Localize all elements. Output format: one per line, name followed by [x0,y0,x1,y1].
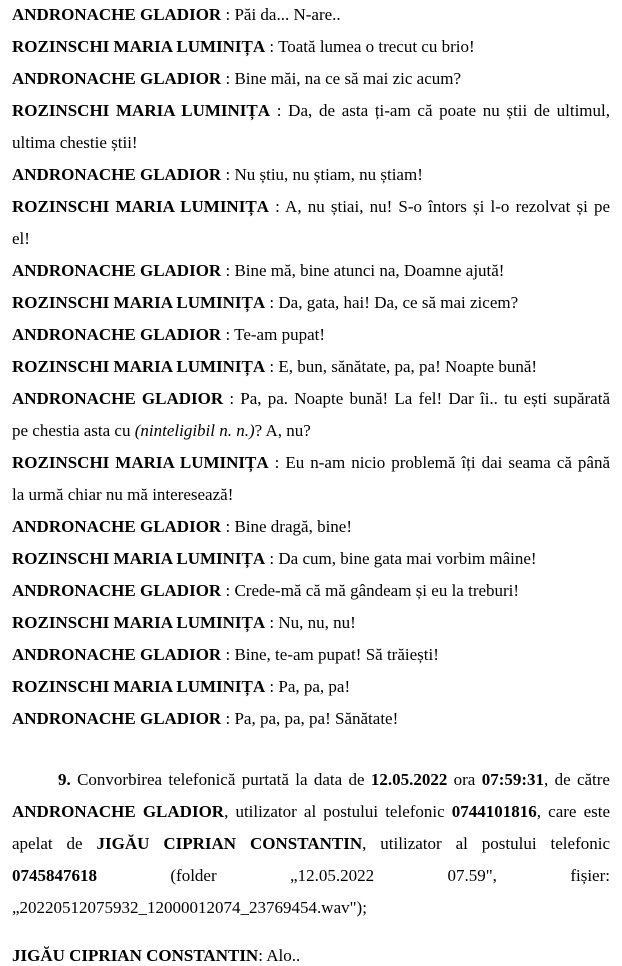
speaker-name: ANDRONACHE GLADIOR [12,325,222,344]
transcript-line-continuation: pe chestia asta cu (ninteligibil n. n.)? A, nu? [12,421,311,440]
call-paragraph-line [12,866,610,886]
utterance: Da cum, bine gata mai vorbim mâine! [278,549,537,568]
utterance: Bine măi, na ce să mai zic acum? [234,69,462,88]
transcript-line-continuation [12,229,610,249]
call-date: 12.05.2022 [370,770,448,789]
caller-name: ANDRONACHE GLADIOR [12,802,225,821]
utterance: Bine dragă, bine! [234,517,352,536]
utterance: Pa, pa, pa! [278,677,351,696]
speaker-name: ROZINSCHI MARIA LUMINIȚA [12,101,271,120]
utterance: Nu știu, nu știam, nu știam! [234,165,423,184]
transcript-line: ROZINSCHI MARIA LUMINIȚA : Toată lumea o trecut cu brio! [12,37,475,56]
utterance: Eu n-am nicio problemă îți dai seama că până [285,453,610,472]
transcript-line: ANDRONACHE GLADIOR : Te-am pupat! [12,325,325,344]
transcript-line: ROZINSCHI MARIA LUMINIȚA : A, nu știai, nu! S-o întors și l-o rezolvat și pe [12,197,611,216]
call-paragraph-line [12,898,610,918]
folder-name: „12.05.2022 [290,866,375,885]
transcript-line: ANDRONACHE GLADIOR : Bine mă, bine atunci na, Doamne ajută! [12,261,505,280]
call-paragraph-line: 9. Convorbirea telefonică purtată la data de 12.05.2022 ora 07:59:31, de către [58,770,610,789]
utterance: Da, gata, hai! Da, ce să mai zicem? [278,293,519,312]
transcript-line: ANDRONACHE GLADIOR : Nu știu, nu știam, nu știam! [12,165,423,184]
speaker-name: ANDRONACHE GLADIOR [12,69,222,88]
file-label: fișier: [570,866,610,885]
callee-phone: 0745847618 [12,866,97,885]
call-paragraph-line: apelat de JIGĂU CIPRIAN CONSTANTIN, utilizator al postului telefonic [12,834,610,853]
utterance: Da, de asta ți-am că poate nu știi de ultimul, [288,101,610,120]
speaker-name: ANDRONACHE GLADIOR [12,261,222,280]
utterance: Pa, pa, pa, pa! Sănătate! [234,709,399,728]
transcript-line: ROZINSCHI MARIA LUMINIȚA : E, bun, sănătate, pa, pa! Noapte bună! [12,357,538,376]
callee-name: JIGĂU CIPRIAN CONSTANTIN [96,834,363,853]
call-number: 9. [58,770,71,789]
speaker-name: ROZINSCHI MARIA LUMINIȚA [12,197,269,216]
speaker-name: ANDRONACHE GLADIOR [12,517,222,536]
utterance: Nu, nu, nu! [278,613,356,632]
transcript-line: ROZINSCHI MARIA LUMINIȚA : Da, de asta ți-am că poate nu știi de ultimul, [12,101,610,120]
speaker-name: ANDRONACHE GLADIOR [12,389,224,408]
transcript-line: ROZINSCHI MARIA LUMINIȚA : Eu n-am nicio problemă îți dai seama că până [12,453,610,472]
speaker-name: ROZINSCHI MARIA LUMINIȚA [12,613,266,632]
speaker-name: JIGĂU CIPRIAN CONSTANTIN [12,946,259,965]
transcript-line: ROZINSCHI MARIA LUMINIȚA : Pa, pa, pa! [12,677,351,696]
utterance: el! [12,229,30,248]
speaker-name: ANDRONACHE GLADIOR [12,581,222,600]
speaker-name: ROZINSCHI MARIA LUMINIȚA [12,453,269,472]
utterance: ultima chestie știi! [12,133,138,152]
speaker-name: ANDRONACHE GLADIOR [12,645,222,664]
utterance: E, bun, sănătate, pa, pa! Noapte bună! [278,357,538,376]
utterance: la urmă chiar nu mă interesează! [12,485,234,504]
transcript-line-continuation [12,485,610,505]
transcript-line: ROZINSCHI MARIA LUMINIȚA : Da cum, bine gata mai vorbim mâine! [12,549,537,568]
folder-time: 07.59", [447,866,497,885]
speaker-name: ANDRONACHE GLADIOR [12,165,222,184]
speaker-name: ROZINSCHI MARIA LUMINIȚA [12,37,266,56]
utterance: Toată lumea o trecut cu brio! [278,37,475,56]
transcript-line: ANDRONACHE GLADIOR : Bine dragă, bine! [12,517,352,536]
transcript-line: ANDRONACHE GLADIOR : Pa, pa, pa, pa! Sănătate! [12,709,399,728]
speaker-name: ROZINSCHI MARIA LUMINIȚA [12,293,266,312]
speaker-name: ROZINSCHI MARIA LUMINIȚA [12,549,266,568]
call-time: 07:59:31 [481,770,545,789]
transcript-line: ANDRONACHE GLADIOR : Pa, pa. Noapte bună! La fel! Dar îi.. tu ești supărată [12,389,610,408]
utterance: Bine, te-am pupat! Să trăiești! [234,645,439,664]
utterance: Crede-mă că mă gândeam și eu la treburi! [234,581,520,600]
transcript-line: ANDRONACHE GLADIOR : Bine, te-am pupat! Să trăiești! [12,645,439,664]
transcript-line: ANDRONACHE GLADIOR : Crede-mă că mă gândeam și eu la treburi! [12,581,520,600]
speaker-name: ROZINSCHI MARIA LUMINIȚA [12,677,266,696]
inaudible-note: (ninteligibil n. n.) [134,421,255,440]
file-name: „20220512075932_12000012074_23769454.wav"); [12,898,367,917]
utterance: Bine mă, bine atunci na, Doamne ajută! [234,261,505,280]
transcript-line: ANDRONACHE GLADIOR : Bine măi, na ce să mai zic acum? [12,69,462,88]
utterance: Pa, pa. Noapte bună! La fel! Dar îi.. tu ești supărată [240,389,610,408]
speaker-name: ROZINSCHI MARIA LUMINIȚA [12,357,266,376]
folder-label: (folder [170,866,217,885]
caller-phone: 0744101816 [451,802,537,821]
call-paragraph-line: ANDRONACHE GLADIOR, utilizator al postului telefonic 0744101816, care este [12,802,611,821]
speaker-name: ANDRONACHE GLADIOR [12,709,222,728]
utterance: Alo.. [266,946,301,965]
speaker-name: ANDRONACHE GLADIOR [12,5,222,24]
transcript-line: JIGĂU CIPRIAN CONSTANTIN: Alo.. [12,946,301,965]
utterance: Te-am pupat! [234,325,325,344]
transcript-line: ROZINSCHI MARIA LUMINIȚA : Nu, nu, nu! [12,613,356,632]
transcript-line-continuation [12,133,610,153]
utterance: A, nu știai, nu! S-o întors și l-o rezolvat și pe [285,197,611,216]
transcript-line: ANDRONACHE GLADIOR : Păi da... N-are.. [12,5,341,24]
transcript-line: ROZINSCHI MARIA LUMINIȚA : Da, gata, hai! Da, ce să mai zicem? [12,293,519,312]
utterance: Păi da... N-are.. [234,5,341,24]
